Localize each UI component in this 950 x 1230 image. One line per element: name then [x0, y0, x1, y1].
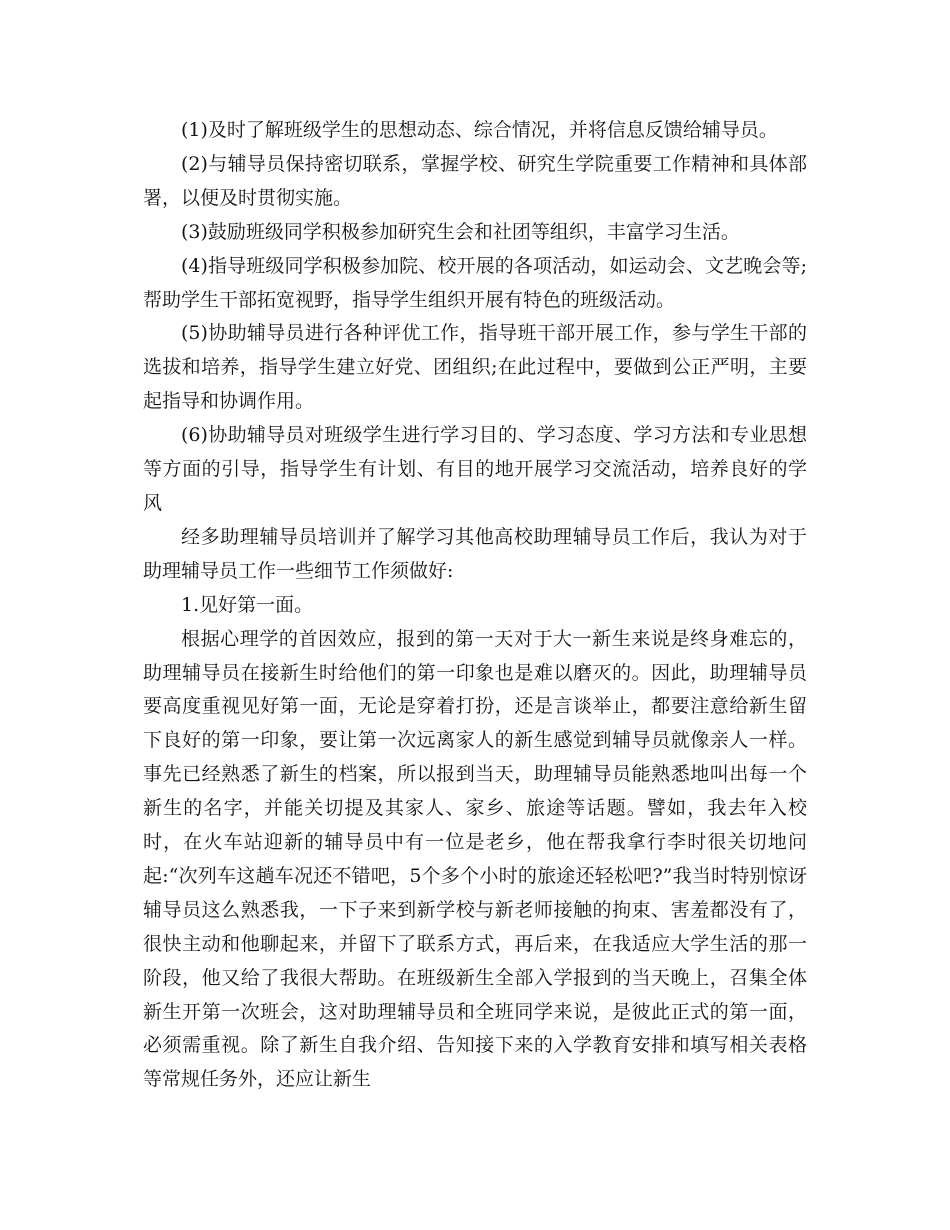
paragraph-duty-1: (1)及时了解班级学生的思想动态、综合情况，并将信息反馈给辅导员。: [181, 119, 778, 141]
document-body: [143, 114, 807, 1097]
paragraph-intro: 经多助理辅导员培训并了解学习其他高校助理辅导员工作后，我认为对于助理辅导员工作一些细节工作须做好:: [143, 525, 807, 582]
section-heading-first-meeting: 1.见好第一面。: [181, 593, 314, 616]
paragraph-duty-6: (6)协助辅导员对班级学生进行学习目的、学习态度、学习方法和专业思想等方面的引导，指导学生有计划、有目的地开展学习交流活动，培养良好的学风: [143, 424, 807, 514]
paragraph-duty-2: (2)与辅导员保持密切联系，掌握学校、研究生学院重要工作精神和具体部署，以便及时贯彻实施。: [143, 152, 807, 209]
paragraph-duty-4: (4)指导班级同学积极参加院、校开展的各项活动，如运动会、文艺晚会等;帮助学生干部拓宽视野，指导学生组织开展有特色的班级活动。: [143, 254, 807, 311]
paragraph-first-meeting: 根据心理学的首因效应，报到的第一天对于大一新生来说是终身难忘的，助理辅导员在接新生时给他们的第一印象也是难以磨灭的。因此，助理辅导员要高度重视见好第一面，无论是穿着打扮，还是言谈举止，都要注意给新生留下良好的第一印象，要让第一次远离家人的新生感觉到辅导员就像亲人一样。事先已经熟悉了新生的档案，所以报到当天，助理辅导员能熟悉地叫出每一个新生的名字，并能关切提及其家人、家乡、旅途等话题。譬如，我去年入校时，在火车站迎新的辅导员中有一位是老乡，他在帮我拿行李时很关切地问起:“次列车这趟车况还不错吧，5个多个小时的旅途还轻松吧?”我当时特别惊讶辅导员这么熟悉我，一下子来到新学校与新老师接触的拘束、害羞都没有了，很快主动和他聊起来，并留下了联系方式，再后来，在我适应大学生活的那一阶段，他又给了我很大帮助。在班级新生全部入学报到的当天晚上，召集全体新生开第一次班会，这对助理辅导员和全班同学来说，是彼此正式的第一面，必须需重视。除了新生自我介绍、告知接下来的入学教育安排和填写相关表格等常规任务外，还应让新生: [143, 627, 807, 1091]
paragraph-duty-5: (5)协助辅导员进行各种评优工作，指导班干部开展工作，参与学生干部的选拔和培养，指导学生建立好党、团组织;在此过程中，要做到公正严明，主要起指导和协调作用。: [143, 322, 807, 413]
paragraph-duty-3: (3)鼓励班级同学积极参加研究生会和社团等组织，丰富学习生活。: [181, 220, 740, 243]
